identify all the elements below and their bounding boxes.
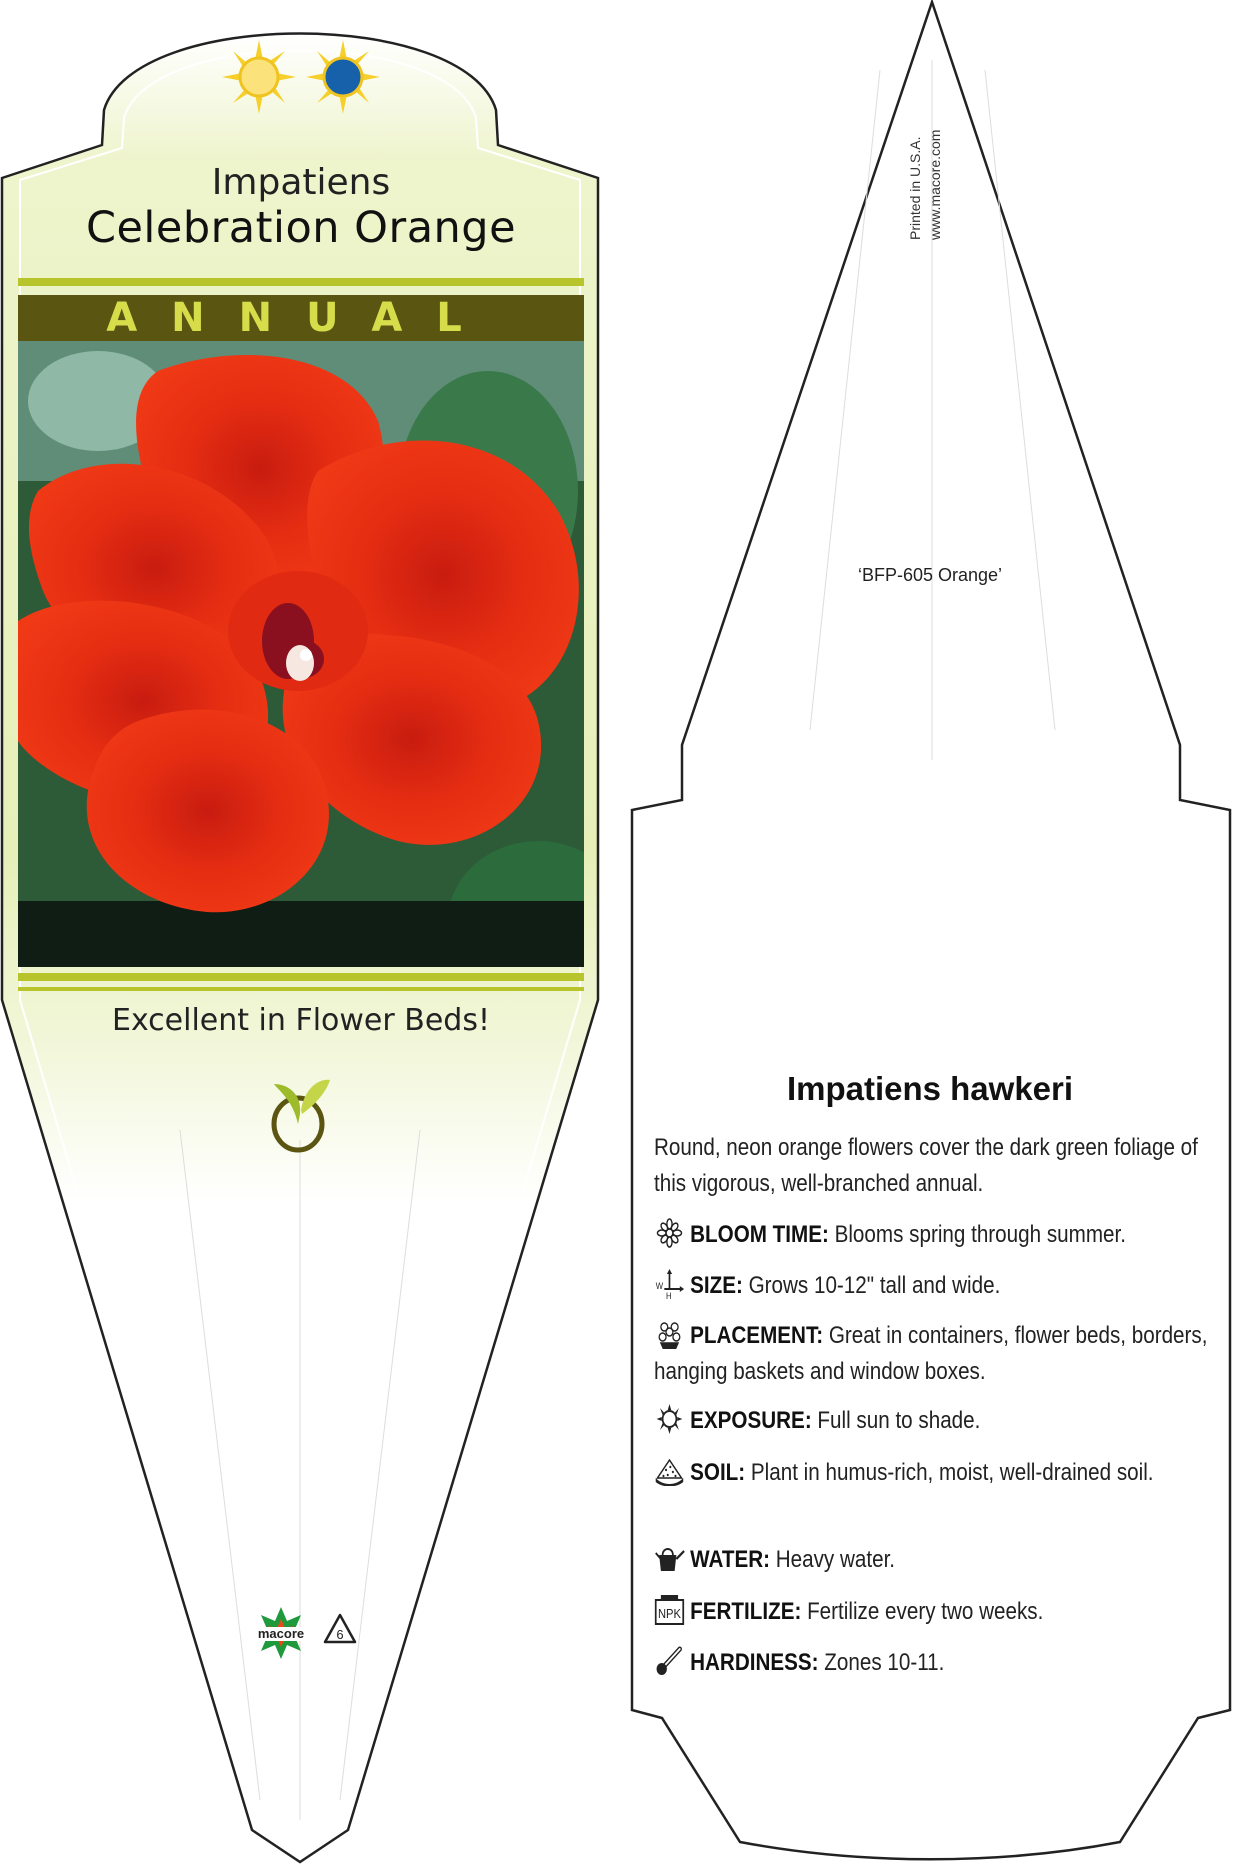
- printed-line-2: www.macore.com: [927, 129, 943, 240]
- care-text-size: Grows 10-12" tall and wide.: [742, 1272, 1001, 1299]
- care-size: [654, 1268, 1222, 1304]
- recycle-icon: [322, 1612, 358, 1648]
- care-label-exposure: EXPOSURE:: [690, 1407, 812, 1434]
- species-name: Impatiens: [211, 162, 391, 203]
- flower-icon: [654, 1218, 685, 1248]
- back-tag-shape: [632, 2, 1230, 1859]
- soil-icon: [654, 1456, 685, 1486]
- care-water: [654, 1542, 1222, 1578]
- tagline: Excellent in Flower Beds!: [111, 1003, 490, 1038]
- care-label-size: SIZE:: [690, 1272, 743, 1299]
- care-bloom-time: [654, 1217, 1222, 1253]
- cultivar-code: ‘BFP-605 Orange’: [857, 565, 1003, 585]
- care-hardiness: [654, 1645, 1222, 1681]
- care-label-soil: SOIL:: [690, 1459, 746, 1486]
- care-soil: [654, 1455, 1222, 1491]
- care-text-fertilize: Fertilize every two weeks.: [801, 1598, 1044, 1625]
- care-label-water: WATER:: [690, 1546, 770, 1573]
- thermometer-icon: [654, 1646, 685, 1676]
- npk-icon-text: NPK: [657, 1606, 681, 1622]
- seed-logo-icon: [268, 1070, 332, 1154]
- description: Round, neon orange flowers cover the dark green foliage of this vigorous, well-branched annual.: [654, 1134, 1198, 1197]
- category-band: ANNUAL: [18, 295, 584, 341]
- care-label-fertilize: FERTILIZE:: [690, 1598, 802, 1625]
- printed-info: [905, 90, 955, 240]
- npk-icon: [654, 1595, 685, 1625]
- botanical-name: Impatiens hawkeri: [786, 1070, 1074, 1107]
- sun-shade-icon: [306, 40, 380, 114]
- flower-photo: [18, 341, 584, 967]
- accent-line-bottom-thin: [18, 987, 584, 991]
- care-text-soil: Plant in humus-rich, moist, well-drained soil.: [745, 1459, 1154, 1486]
- care-exposure: [654, 1403, 1222, 1439]
- macore-logo: [244, 1605, 318, 1663]
- full-sun-icon: [222, 40, 296, 114]
- care-label-hardiness: HARDINESS:: [690, 1649, 819, 1676]
- care-fertilize: [654, 1594, 1222, 1630]
- size-icon: [654, 1269, 685, 1299]
- printed-line-1: Printed in U.S.A.: [907, 136, 923, 240]
- care-placement: [654, 1318, 1222, 1390]
- placement-icon: [654, 1319, 685, 1349]
- care-label-bloom: BLOOM TIME:: [690, 1221, 829, 1248]
- care-text-bloom: Blooms spring through summer.: [828, 1221, 1126, 1248]
- care-text-exposure: Full sun to shade.: [811, 1407, 981, 1434]
- watering-can-icon: [654, 1543, 685, 1573]
- care-text-hardiness: Zones 10-11.: [818, 1649, 945, 1676]
- accent-line-top: [18, 278, 584, 286]
- cultivar-name: Celebration Orange: [85, 203, 517, 253]
- recycle-code: 6: [336, 1627, 344, 1642]
- care-text-water: Heavy water.: [769, 1546, 896, 1573]
- care-text-placement: Great in containers, flower beds, borders, hanging baskets and window boxes.: [654, 1322, 1208, 1385]
- accent-line-bottom: [18, 973, 584, 981]
- size-icon-w: W: [655, 1280, 664, 1292]
- care-label-placement: PLACEMENT:: [690, 1322, 824, 1349]
- sun-outline-icon: [654, 1404, 685, 1434]
- brand-name: macore: [257, 1626, 305, 1641]
- size-icon-h: H: [666, 1290, 672, 1299]
